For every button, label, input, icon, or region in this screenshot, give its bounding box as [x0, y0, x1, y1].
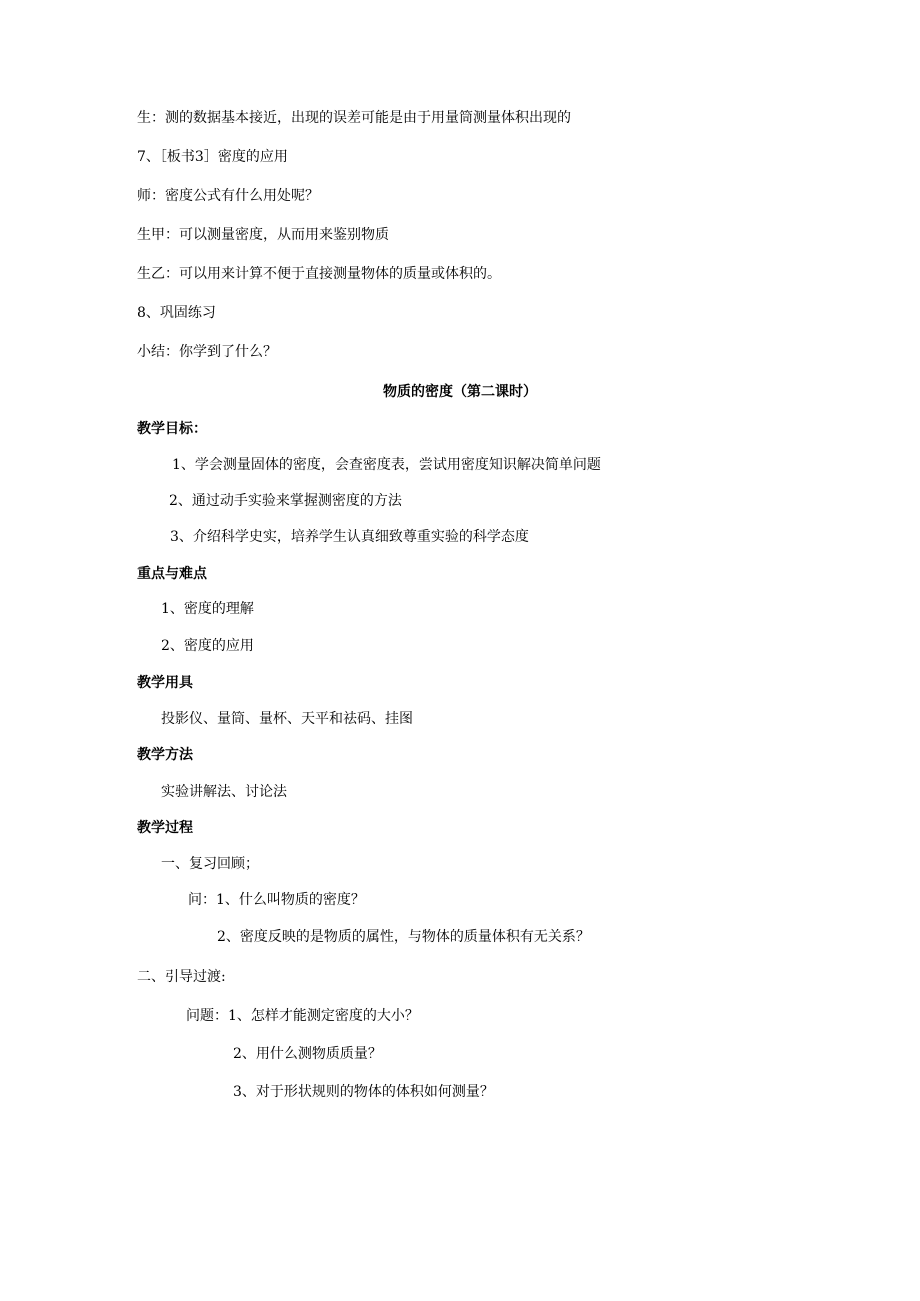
transition-question: 3、对于形状规则的物体的体积如何测量？ — [233, 1084, 494, 1100]
tools-text: 投影仪、量筒、量杯、天平和祛码、挂图 — [161, 711, 413, 727]
summary-line: 小结：你学到了什么？ — [137, 344, 277, 360]
student-b-answer-line: 生乙：可以用来计算不便于直接测量物体的质量或体积的。 — [137, 266, 501, 282]
transition-question: 问题：1、怎样才能测定密度的大小？ — [186, 1008, 419, 1024]
objectives-heading: 教学目标： — [137, 421, 207, 437]
key-point-item: 2、密度的应用 — [161, 638, 254, 654]
student-answer-line: 生：测的数据基本接近，出现的误差可能是由于用量筒测量体积出现的 — [137, 110, 571, 126]
review-heading: 一、复习回顾； — [161, 856, 259, 872]
process-heading: 教学过程 — [137, 820, 193, 836]
methods-text: 实验讲解法、讨论法 — [161, 784, 287, 800]
objective-item: 1、学会测量固体的密度，会查密度表，尝试用密度知识解决简单问题 — [172, 457, 601, 473]
practice-line: 8、巩固练习 — [137, 305, 216, 321]
transition-question: 2、用什么测物质质量？ — [233, 1046, 382, 1062]
key-point-item: 1、密度的理解 — [161, 601, 254, 617]
teacher-question-line: 师：密度公式有什么用处呢？ — [137, 188, 319, 204]
review-question: 问：1、什么叫物质的密度？ — [188, 892, 365, 908]
lesson-title: 物质的密度（第二课时） — [383, 384, 537, 400]
student-a-answer-line: 生甲：可以测量密度，从而用来鉴别物质 — [137, 227, 389, 243]
tools-heading: 教学用具 — [137, 675, 193, 691]
objective-item: 2、通过动手实验来掌握测密度的方法 — [169, 493, 402, 509]
key-points-heading: 重点与难点 — [137, 566, 207, 582]
review-question: 2、密度反映的是物质的属性，与物体的质量体积有无关系？ — [217, 929, 590, 945]
methods-heading: 教学方法 — [137, 747, 193, 763]
objective-item: 3、介绍科学史实，培养学生认真细致尊重实验的科学态度 — [170, 529, 529, 545]
transition-heading: 二、引导过渡: — [137, 969, 226, 985]
board-note-line: 7、［板书3］密度的应用 — [137, 149, 288, 165]
